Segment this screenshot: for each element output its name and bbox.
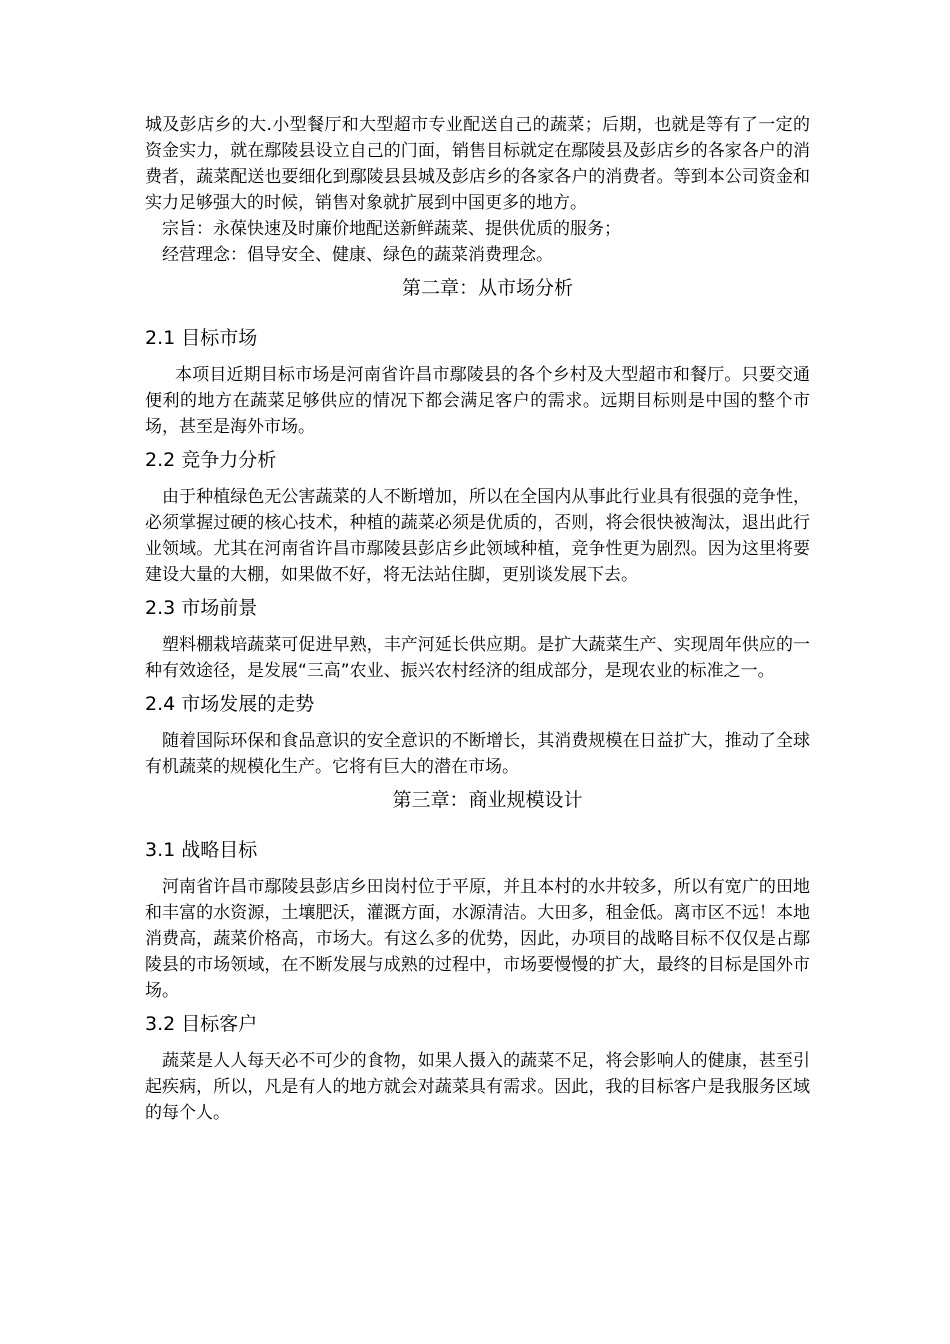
section-2-1-body: 本项目近期目标市场是河南省许昌市鄢陵县的各个乡村及大型超市和餐厅。只要交通便利的地方在蔬菜足够供应的情况下都会满足客户的需求。远期目标则是中国的整个市场，甚至是海外市场。 xyxy=(145,365,810,437)
section-2-2-body: 由于种植绿色无公害蔬菜的人不断增加，所以在全国内从事此行业具有很强的竞争性，必须掌握过硬的核心技术，种植的蔬菜必须是优质的，否则，将会很快被淘汰，退出此行业领域。尤其在河南省许昌市鄢陵县彭店乡此领域种植，竞争性更为剧烈。因为这里将要建设大量的大棚，如果做不好，将无法站住脚，更别谈发展下去。 xyxy=(145,487,810,585)
section-2-2-heading: 2.2 竞争力分析 xyxy=(145,449,277,471)
section-3-2-body: 蔬菜是人人每天必不可少的食物，如果人摄入的蔬菜不足，将会影响人的健康，甚至引起疾病，所以，凡是有人的地方就会对蔬菜具有需求。因此，我的目标客户是我服务区域的每个人。 xyxy=(145,1051,810,1123)
intro-paragraph: 城及彭店乡的大.小型餐厅和大型超市专业配送自己的蔬菜；后期，也就是等有了一定的资金实力，就在鄢陵县设立自己的门面，销售目标就定在鄢陵县及彭店乡的各家各户的消费者，蔬菜配送也要细化到鄢陵县县城及彭店乡的各家各户的消费者。等到本公司资金和实力足够强大的时候，销售对象就扩展到中国更多的地方。 xyxy=(145,115,810,213)
section-2-3-heading: 2.3 市场前景 xyxy=(145,597,258,619)
document-page xyxy=(145,112,810,1126)
section-2-1-heading: 2.1 目标市场 xyxy=(145,327,258,349)
chapter-3-title: 第三章：商业规模设计 xyxy=(392,789,583,811)
section-3-1-heading: 3.1 战略目标 xyxy=(145,839,258,861)
section-2-3-body: 塑料棚栽培蔬菜可促进早熟，丰产河延长供应期。是扩大蔬菜生产、实现周年供应的一种有效途径，是发展“三高”农业、振兴农村经济的组成部分，是现农业的标准之一。 xyxy=(145,635,810,681)
section-3-2-heading: 3.2 目标客户 xyxy=(145,1013,258,1035)
section-2-4-heading: 2.4 市场发展的走势 xyxy=(145,693,315,715)
section-3-1-body: 河南省许昌市鄢陵县彭店乡田岗村位于平原，并且本村的水井较多，所以有宽广的田地和丰富的水资源，土壤肥沃，灌溉方面，水源清洁。大田多，租金低。离市区不远！本地消费高，蔬菜价格高，市场大。有这么多的优势，因此，办项目的战略目标不仅仅是占鄢陵县的市场领域，在不断发展与成熟的过程中，市场要慢慢的扩大，最终的目标是国外市场。 xyxy=(145,877,810,1001)
section-2-4-body: 随着国际环保和食品意识的安全意识的不断增长，其消费规模在日益扩大，推动了全球有机蔬菜的规模化生产。它将有巨大的潜在市场。 xyxy=(145,731,810,777)
chapter-2-title: 第二章：从市场分析 xyxy=(401,277,573,299)
purpose-line: 宗旨：永葆快速及时廉价地配送新鲜蔬菜、提供优质的服务； xyxy=(162,219,621,239)
philosophy-line: 经营理念：倡导安全、健康、绿色的蔬菜消费理念。 xyxy=(162,245,553,265)
